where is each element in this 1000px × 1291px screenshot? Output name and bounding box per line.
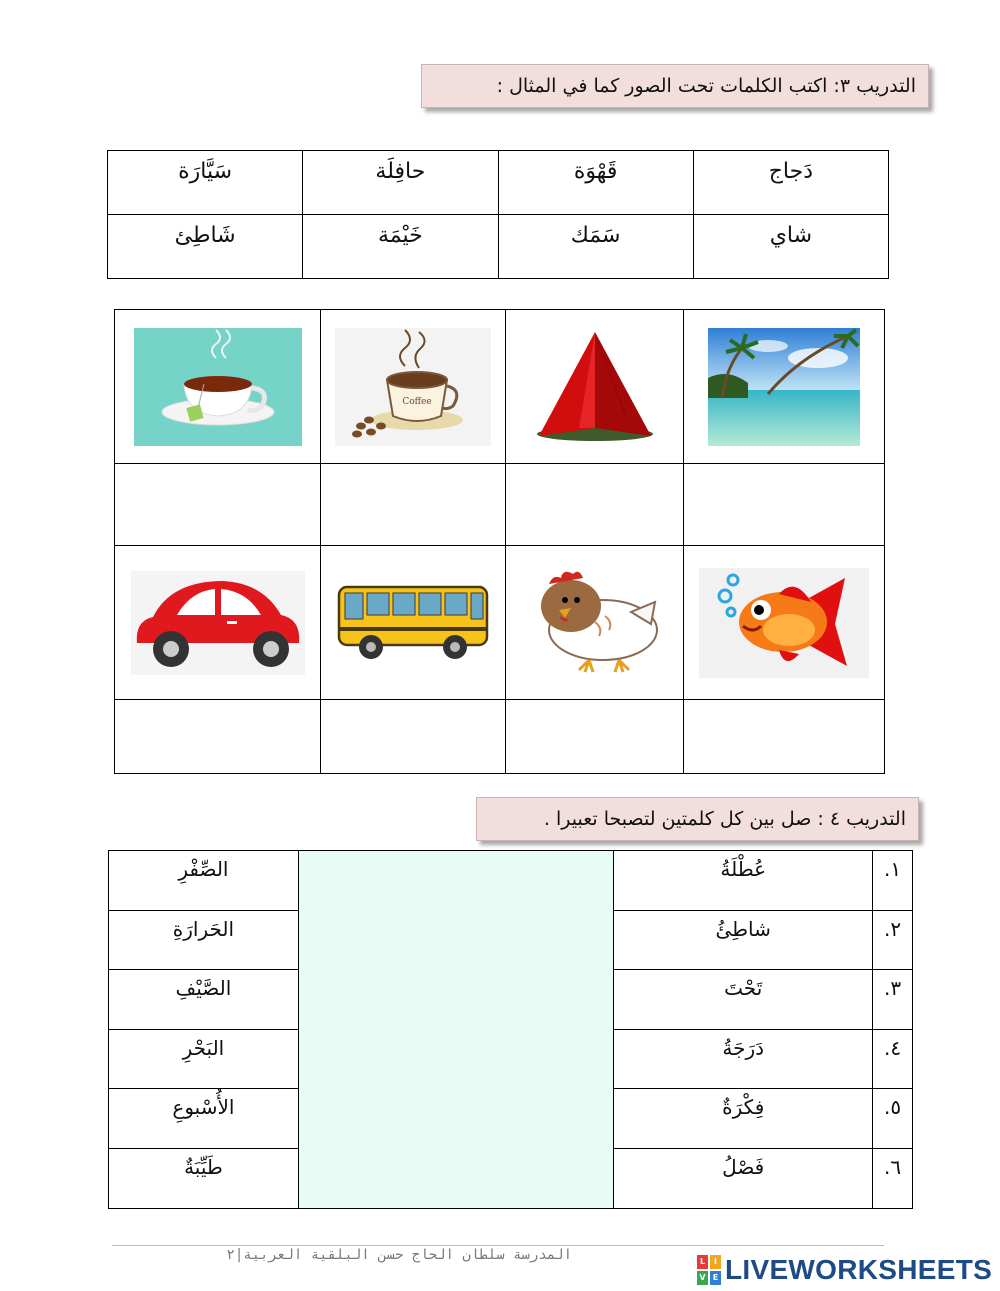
brand-name: LIVEWORKSHEETS — [725, 1254, 993, 1285]
word-cell: سَمَك — [498, 215, 693, 279]
answer-cell[interactable] — [683, 700, 884, 774]
picture-cell — [505, 310, 683, 464]
exercise4-title-text: التدريب ٤ : صل بين كل كلمتين لتصبحا تعبيرا . — [543, 808, 906, 830]
matching-table — [108, 850, 913, 1209]
bus-image — [335, 583, 491, 663]
tea-image — [134, 328, 302, 446]
row-number: ٤. — [873, 1029, 913, 1089]
word-cell: شاي — [693, 215, 888, 279]
picture-row — [115, 310, 885, 464]
exercise3-title-text: التدريب ٣: اكتب الكلمات تحت الصور كما في المثال : — [496, 75, 916, 97]
word-cell: سَيَّارَة — [108, 151, 303, 215]
answer-cell[interactable] — [321, 464, 506, 546]
match-word-right[interactable]: شاطِئُ — [614, 910, 873, 970]
footer-divider — [112, 1245, 884, 1246]
word-cell: قَهْوَة — [498, 151, 693, 215]
picture-cell — [321, 310, 506, 464]
picture-row — [115, 546, 885, 700]
answer-cell[interactable] — [505, 464, 683, 546]
coffee-cup-text: Coffee — [402, 396, 432, 407]
match-word-left[interactable]: الصِّفْرِ — [109, 851, 299, 911]
match-word-left[interactable]: الأُسْبوعِ — [109, 1089, 299, 1149]
row-number: ٦. — [873, 1148, 913, 1208]
match-word-right[interactable]: تَحْتَ — [614, 970, 873, 1030]
picture-cell — [115, 310, 321, 464]
match-word-left[interactable]: طَيِّبَةٌ — [109, 1148, 299, 1208]
picture-table — [114, 309, 885, 774]
beach-image — [708, 328, 860, 446]
fish-image — [699, 568, 869, 678]
answer-cell[interactable] — [115, 700, 321, 774]
row-number: ٣. — [873, 970, 913, 1030]
exercise4-title — [476, 797, 919, 841]
match-word-right[interactable]: فِكْرَةٌ — [614, 1089, 873, 1149]
picture-cell — [115, 546, 321, 700]
word-bank-row — [108, 215, 889, 279]
footer-school-name: المدرسة سلطان الحاج حسن البلقية العربية|٢ — [226, 1247, 572, 1263]
logo-letter: I — [710, 1255, 721, 1269]
word-bank-table — [107, 150, 889, 279]
tent-image — [519, 328, 669, 446]
logo-letter: L — [697, 1255, 708, 1269]
match-word-left[interactable]: البَحْرِ — [109, 1029, 299, 1089]
match-word-right[interactable]: فَصْلُ — [614, 1148, 873, 1208]
chicken-image — [519, 564, 669, 682]
logo-letter: E — [710, 1271, 721, 1285]
liveworksheets-logo-icon — [697, 1255, 721, 1285]
match-word-right[interactable]: عُطْلَةُ — [614, 851, 873, 911]
row-number: ٢. — [873, 910, 913, 970]
picture-cell — [505, 546, 683, 700]
logo-letter: V — [697, 1271, 708, 1285]
picture-cell — [683, 546, 884, 700]
answer-row — [115, 700, 885, 774]
table-row — [109, 851, 913, 911]
word-cell: دَجاج — [693, 151, 888, 215]
word-bank-row — [108, 151, 889, 215]
match-word-right[interactable]: دَرَجَةُ — [614, 1029, 873, 1089]
answer-row — [115, 464, 885, 546]
row-number: ٥. — [873, 1089, 913, 1149]
word-cell: شَاطِئ — [108, 215, 303, 279]
liveworksheets-brand[interactable] — [697, 1254, 992, 1286]
answer-cell[interactable] — [115, 464, 321, 546]
word-cell: خَيْمَة — [303, 215, 498, 279]
answer-cell[interactable] — [683, 464, 884, 546]
answer-cell[interactable] — [505, 700, 683, 774]
exercise3-title — [421, 64, 929, 108]
picture-cell — [683, 310, 884, 464]
matching-area[interactable] — [298, 851, 614, 1209]
row-number: ١. — [873, 851, 913, 911]
match-word-left[interactable]: الصَّيْفِ — [109, 970, 299, 1030]
car-image — [131, 571, 305, 675]
picture-cell — [321, 546, 506, 700]
word-cell: حافِلَة — [303, 151, 498, 215]
coffee-image — [335, 328, 491, 446]
match-word-left[interactable]: الحَرارَةِ — [109, 910, 299, 970]
answer-cell[interactable] — [321, 700, 506, 774]
